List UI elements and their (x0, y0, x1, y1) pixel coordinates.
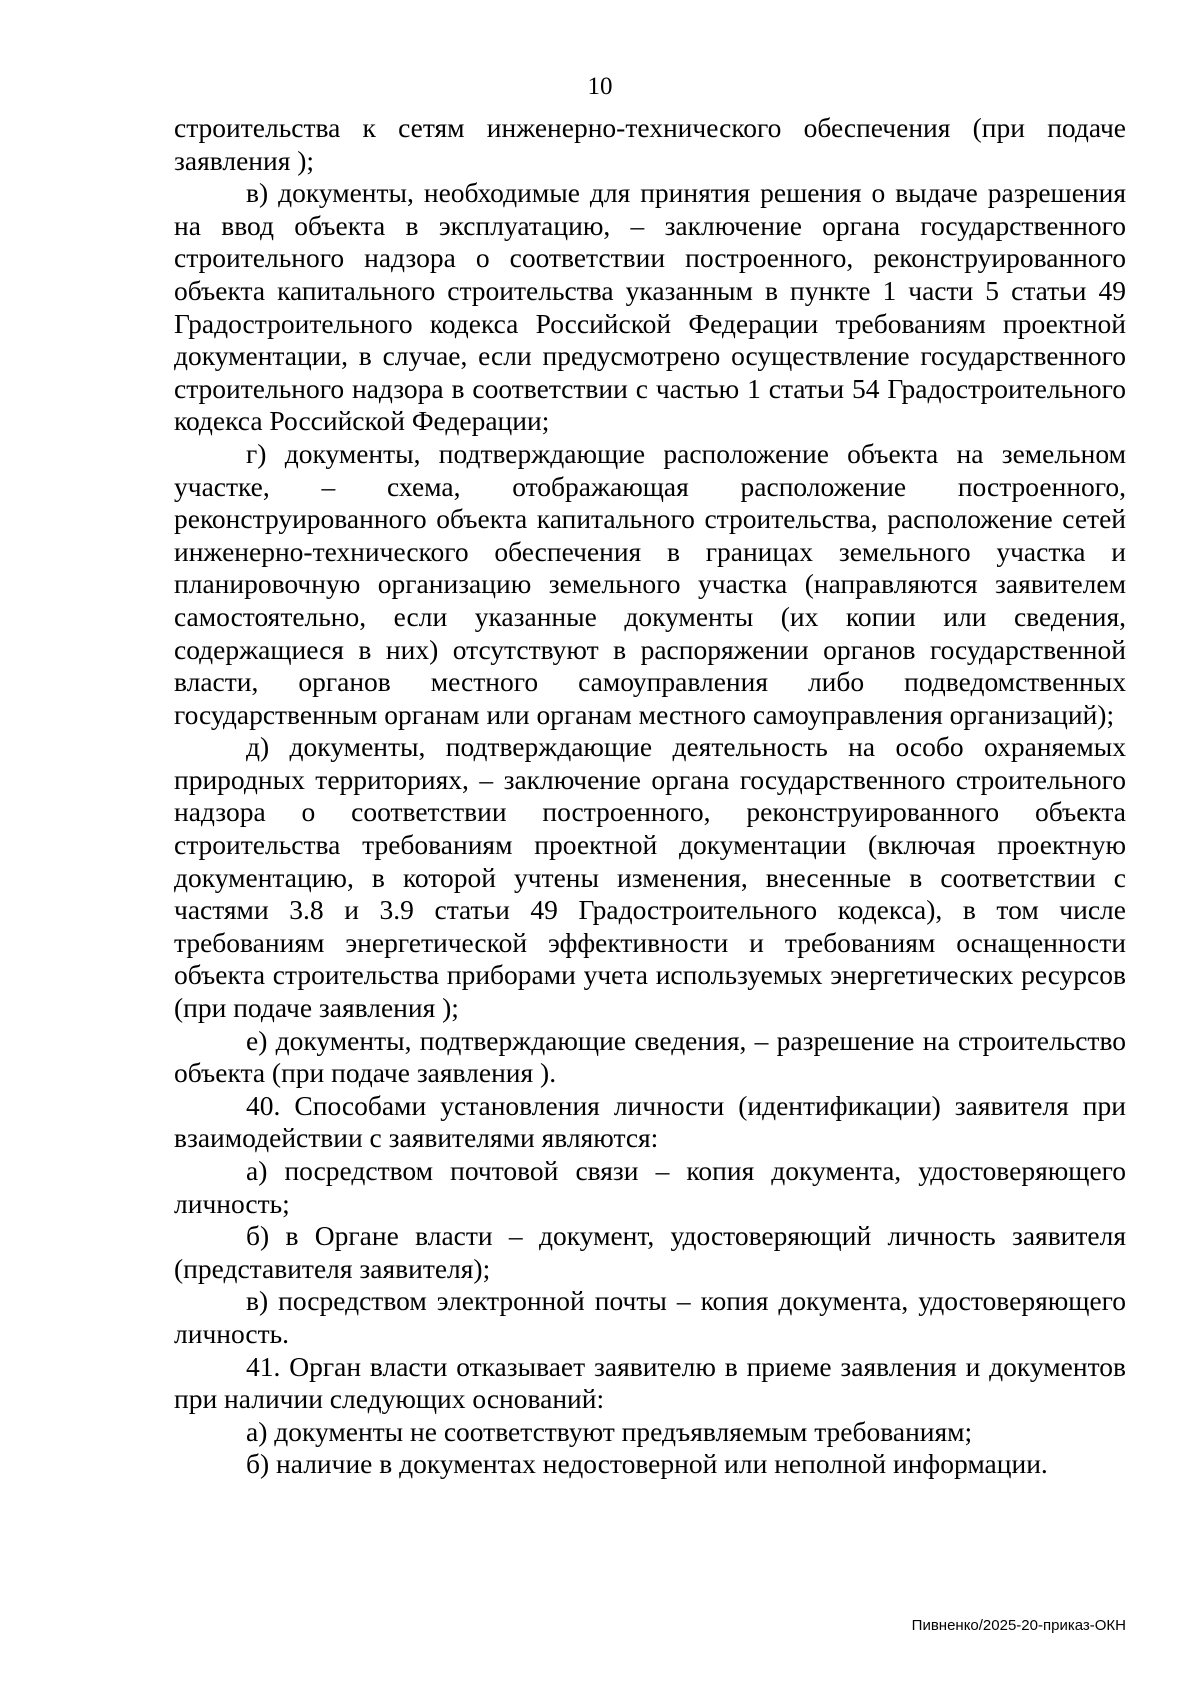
paragraph-40-item-v: в) посредством электронной почты – копия документа, удостоверяющего личность. (174, 1285, 1126, 1349)
document-body (174, 112, 1126, 1481)
paragraph-41-item-a: а) документы не соответствуют предъявляемым требованиям; (246, 1415, 973, 1447)
page-number: 10 (587, 73, 613, 100)
paragraph-41-item-b: б) наличие в документах недостоверной или неполной информации. (246, 1448, 1048, 1480)
paragraph-continuation: строительства к сетям инженерно-технического обеспечения (при подаче заявления ); (174, 112, 1126, 176)
paragraph-40: 40. Способами установления личности (идентификации) заявителя при взаимодействии с заявителями являются: (174, 1089, 1126, 1154)
paragraph-item-g: г) документы, подтверждающие расположение объекта на земельном участке, – схема, отображающая расположение построенного, реконструированного объекта капитального строительства, расположение сетей инженерно-технического обеспечения в границах земельного участка и планировочную организацию земельного участка (направляются заявителем самостоятельно, если указанные документы (их копии или сведения, содержащиеся в них) отсутствуют в распоряжении органов государственной власти, органов местного самоуправления либо подведомственных государственным органам или органам местного самоуправления организаций); (174, 437, 1126, 730)
paragraph-item-v: в) документы, необходимые для принятия решения о выдаче разрешения на ввод объекта в эксплуатацию, – заключение органа государственного строительного надзора о соответствии построенного, реконструированного объекта капитального строительства указанным в пункте 1 части 5 статьи 49 Градостроительного кодекса Российской Федерации требованиям проектной документации, в случае, если предусмотрено осуществление государственного строительного надзора в соответствии с частью 1 статьи 54 Градостроительного кодекса Российской Федерации; (174, 177, 1126, 437)
paragraph-item-e: е) документы, подтверждающие сведения, – разрешение на строительство объекта (при подаче заявления ). (174, 1024, 1126, 1089)
document-footer-code: Пивненко/2025-20-приказ-ОКН (911, 1617, 1126, 1634)
paragraph-item-d: д) документы, подтверждающие деятельность на особо охраняемых природных территориях, – заключение органа государственного строительного надзора о соответствии построенного, реконструированного объекта строительства требованиям проектной документации (включая проектную документацию, в которой учтены изменения, внесенные в соответствии с частями 3.8 и 3.9 статьи 49 Градостроительного кодекса), в том числе требованиям энергетической эффективности и требованиям оснащенности объекта строительства приборами учета используемых энергетических ресурсов (при подаче заявления ); (174, 731, 1126, 1024)
paragraph-40-item-b: б) в Органе власти – документ, удостоверяющий личность заявителя (представителя заявителя); (174, 1220, 1126, 1284)
paragraph-41: 41. Орган власти отказывает заявителю в приеме заявления и документов при наличии следующих оснований: (174, 1350, 1126, 1415)
paragraph-40-item-a: а) посредством почтовой связи – копия документа, удостоверяющего личность; (174, 1155, 1126, 1219)
